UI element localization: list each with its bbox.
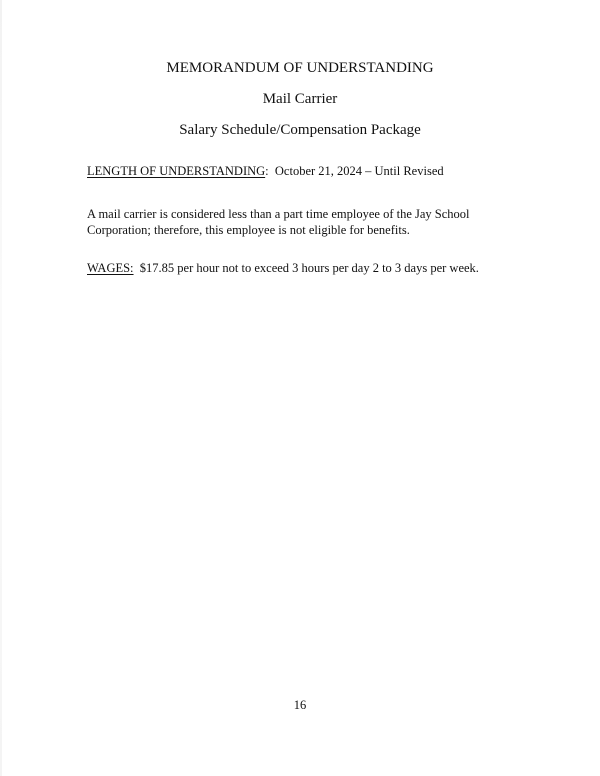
length-value: October 21, 2024 – Until Revised: [274, 164, 444, 178]
length-label: LENGTH OF UNDERSTANDING: [87, 164, 266, 178]
position-title: Mail Carrier: [262, 91, 338, 107]
wages-line: [87, 260, 527, 276]
length-separator: :: [265, 164, 269, 178]
length-of-understanding-line: [87, 163, 527, 179]
salary-subheading: Salary Schedule/Compensation Package: [179, 122, 421, 138]
wages-value: $17.85 per hour not to exceed 3 hours per day 2 to 3 days per week.: [139, 261, 479, 275]
eligibility-paragraph: A mail carrier is considered less than a part time employee of the Jay School Corporation; therefore, this employee is not eligible for benefits.: [87, 207, 470, 237]
scan-edge: [0, 0, 2, 776]
page-number: 16: [293, 698, 307, 712]
memorandum-heading: MEMORANDUM OF UNDERSTANDING: [166, 60, 434, 76]
wages-label: WAGES:: [87, 261, 134, 275]
